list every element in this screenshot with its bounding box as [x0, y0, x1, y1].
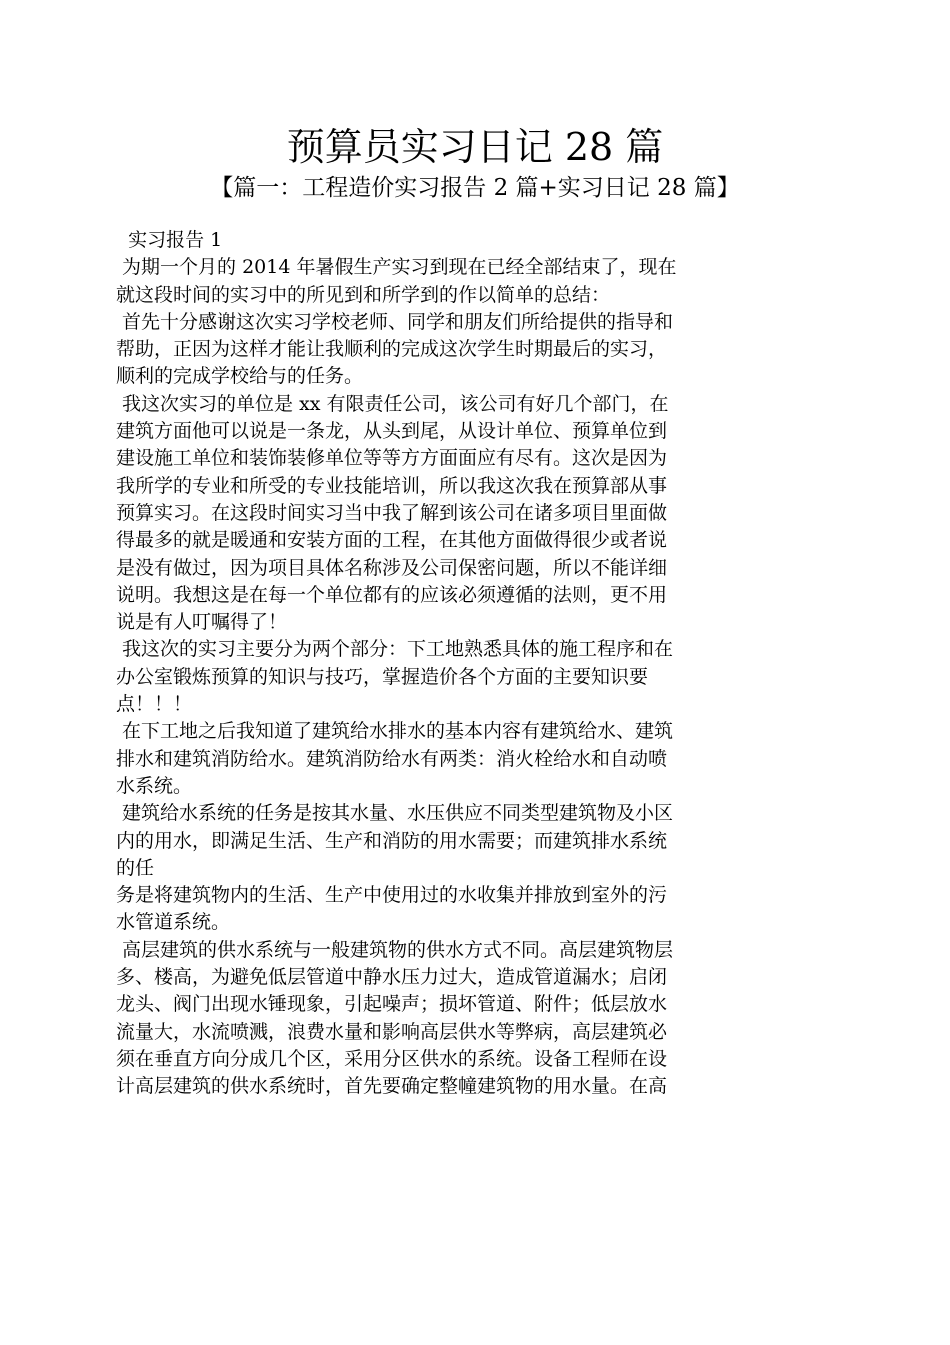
paragraph: 务是将建筑物内的生活、生产中使用过的水收集并排放到室外的污 水管道系统。: [116, 884, 668, 934]
document-subtitle: 【篇一：工程造价实习报告 2 篇+实习日记 28 篇】: [210, 175, 740, 201]
paragraph: 我这次实习的单位是 xx 有限责任公司，该公司有好几个部门，在 建筑方面他可以说是一条龙，从头到尾，从设计单位、预算单位到 建设施工单位和装饰装修单位等等方方面面应有尽有。这次是因为 我所学的专业和所受的专业技能培训，所以我这次我在预算部从事 预算实习。在这段时间实习当中我了解到该公司在诸多项目里面做 得最多的就是暖通和安装方面的工程，在其他方面做得很少或者说 是没有做过，因为项目具体名称涉及公司保密问题，所以不能详细 说明。我想这是在每一个单位都有的应该必须遵循的法则，更不用 说是有人叮嘱得了！: [116, 392, 669, 634]
paragraph: 建筑给水系统的任务是按其水量、水压供应不同类型建筑物及小区 内的用水，即满足生活、生产和消防的用水需要；而建筑排水系统 的任: [116, 802, 674, 879]
paragraph: 我这次的实习主要分为两个部分：下工地熟悉具体的施工程序和在 办公室锻炼预算的知识与技巧，掌握造价各个方面的主要知识要 点！！！: [116, 638, 674, 716]
paragraph: 首先十分感谢这次实习学校老师、同学和朋友们所给提供的指导和 帮助，正因为这样才能让我顺利的完成这次学生时期最后的实习， 顺利的完成学校给与的任务。: [116, 310, 674, 388]
paragraph: 为期一个月的 2014 年暑假生产实习到现在已经全部结束了，现在 就这段时间的实习中的所见到和所学到的作以简单的总结：: [116, 256, 677, 306]
paragraph: 实习报告 1: [116, 229, 223, 251]
paragraph: 高层建筑的供水系统与一般建筑物的供水方式不同。高层建筑物层 多、楼高，为避免低层管道中静水压力过大，造成管道漏水；启闭 龙头、阀门出现水锤现象，引起噪声；损坏管道、附件；低层放水 流量大，水流喷溅，浪费水量和影响高层供水等弊病，高层建筑必 须在垂直方向分成几个区，采用分区供水的系统。设备工程师在设 计高层建筑的供水系统时，首先要确定整幢建筑物的用水量。在高: [116, 938, 674, 1098]
document-title: 预算员实习日记 28 篇: [286, 125, 664, 169]
document-body: [116, 227, 796, 1101]
paragraph: 在下工地之后我知道了建筑给水排水的基本内容有建筑给水、建筑 排水和建筑消防给水。建筑消防给水有两类：消火栓给水和自动喷 水系统。: [116, 720, 674, 797]
